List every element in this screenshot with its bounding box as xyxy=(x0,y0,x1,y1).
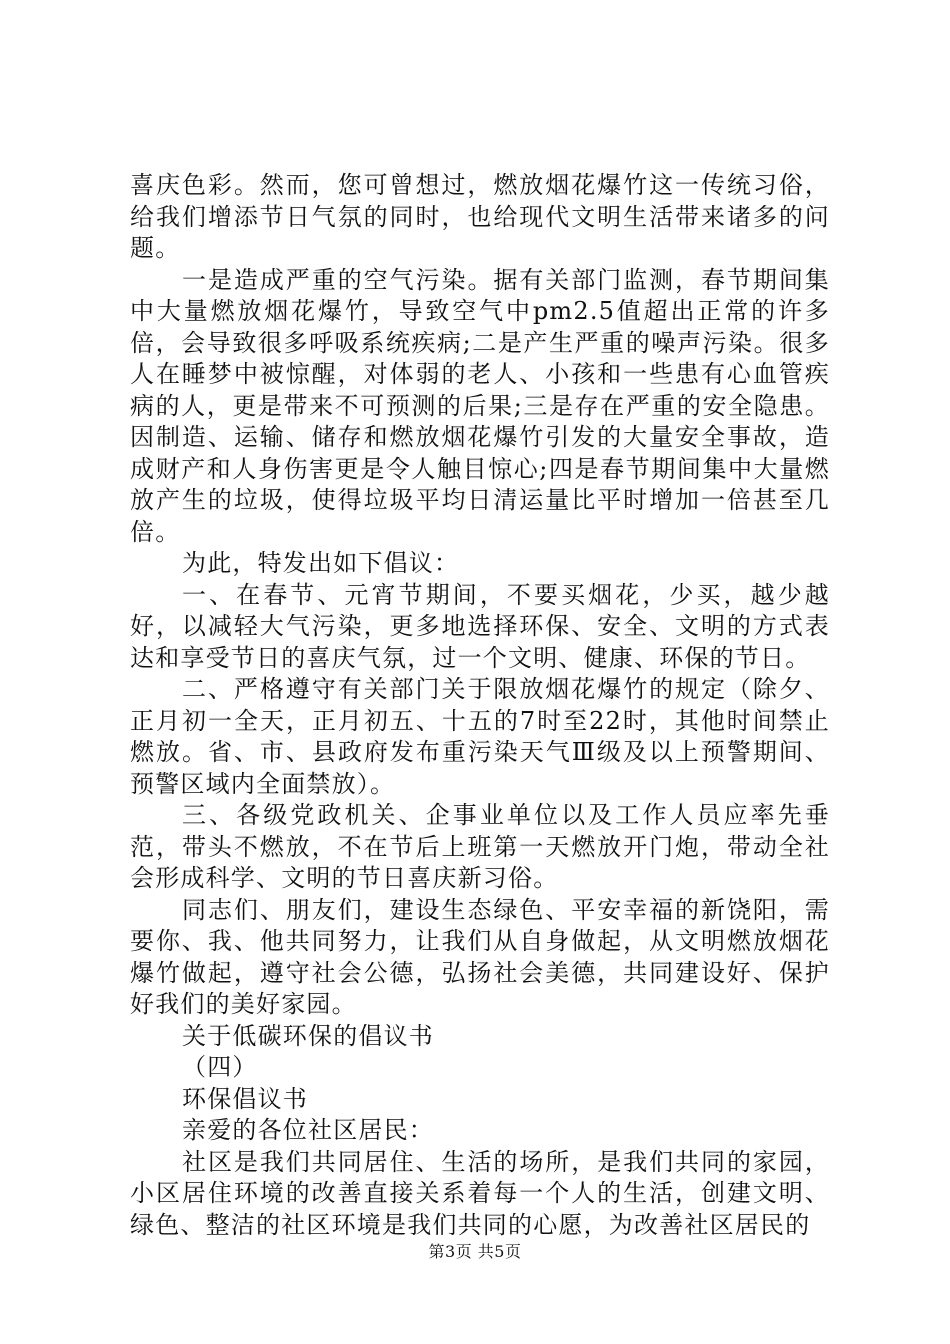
section-title-environmental: 环保倡议书 xyxy=(182,1084,308,1113)
paragraph-1: 喜庆色彩。然而，您可曾想过，燃放烟花爆竹这一传统习俗，给我们增添节日气氛的同时，也给现代文明生活带来诸多的问题。 xyxy=(130,171,830,262)
page-indicator: 第3页 共5页 xyxy=(428,1242,522,1261)
salutation: 亲爱的各位社区居民： xyxy=(182,1116,434,1144)
document-body xyxy=(130,170,830,1241)
paragraph-4: 一、在春节、元宵节期间，不要买烟花，少买，越少越好，以减轻大气污染，更多地选择环保、安全、文明的方式表达和享受节日的喜庆气氛，过一个文明、健康、环保的节日。 xyxy=(130,580,830,672)
paragraph-12: 社区是我们共同居住、生活的场所，是我们共同的家园，小区居住环境的改善直接关系着每一个人的生活，创建文明、绿色、整洁的社区环境是我们共同的心愿，为改善社区居民的 xyxy=(130,1147,830,1239)
paragraph-6: 三、各级党政机关、企事业单位以及工作人员应率先垂范，带头不燃放，不在节后上班第一天燃放开门炮，带动全社会形成科学、文明的节日喜庆新习俗。 xyxy=(130,801,830,892)
paragraph-3: 为此，特发出如下倡议： xyxy=(182,549,460,577)
page-footer xyxy=(0,1242,950,1262)
paragraph-5: 二、严格遵守有关部门关于限放烟花爆竹的规定（除夕、正月初一全天，正月初五、十五的7时至22时，其他时间禁止燃放。省、市、县政府发布重污染天气Ⅲ级及以上预警期间、预警区域内全面禁放）。 xyxy=(130,675,830,798)
section-number: （四） xyxy=(182,1053,258,1081)
paragraph-7: 同志们、朋友们，建设生态绿色、平安幸福的新饶阳，需要你、我、他共同努力，让我们从自身做起，从文明燃放烟花爆竹做起，遵守社会公德，弘扬社会美德，共同建设好、保护好我们的美好家园。 xyxy=(130,895,830,1018)
section-title-low-carbon: 关于低碳环保的倡议书 xyxy=(182,1021,434,1050)
paragraph-2: 一是造成严重的空气污染。据有关部门监测，春节期间集中大量燃放烟花爆竹，导致空气中pm2.5值超出正常的许多倍，会导致很多呼吸系统疾病;二是产生严重的噪声污染。很多人在睡梦中被惊醒，对体弱的老人、小孩和一些患有心血管疾病的人，更是带来不可预测的后果;三是存在严重的安全隐患。因制造、运输、储存和燃放烟花爆竹引发的大量安全事故，造成财产和人身伤害更是令人触目惊心;四是春节期间集中大量燃放产生的垃圾，使得垃圾平均日清运量比平时增加一倍甚至几倍。 xyxy=(130,265,830,546)
